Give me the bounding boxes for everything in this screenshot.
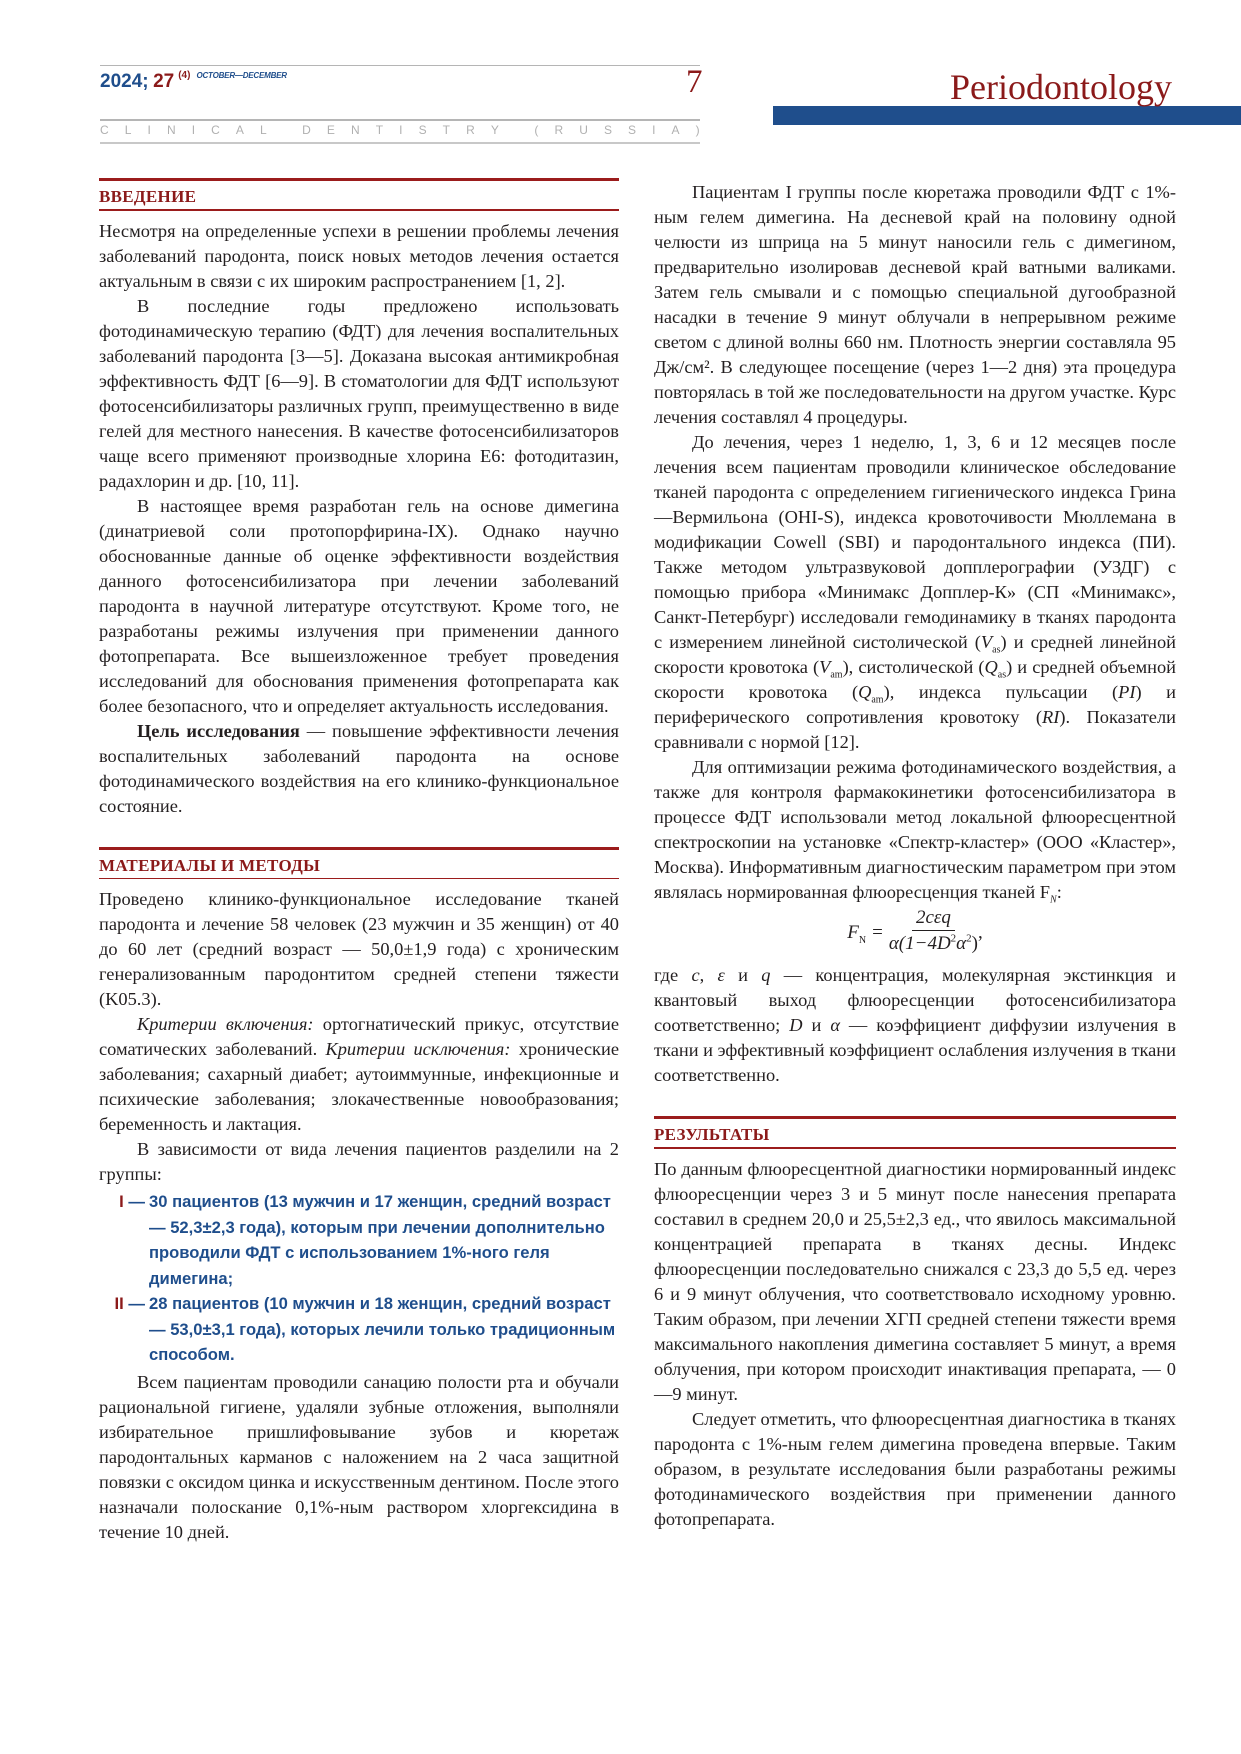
results-paragraph-2: Следует отметить, что флюоресцентная диагностика в тканях пародонта с 1%-ным гелем димегина проведена впервые. Таким образом, в результате исследования были разработаны режимы фотодинамического воздействия при применении данного фотопрепарата.	[654, 1408, 1176, 1529]
aim-text: — повышение эффективности лечения воспалительных заболеваний пародонта на основе фотодинамического воздействия на его клинико-функциональное состояние.	[99, 720, 619, 816]
journal-letter: (	[534, 123, 539, 137]
methods-paragraph-4: Всем пациентам проводили санацию полости рта и обучали рациональной гигиене, удаляли зубные отложения, выполняли избирательное пришлифовывание зубов и кюретаж пародонтальных карманов с наложением на 2 часа защитной повязки с оксидом цинка и искусственным дентином. После этого назначали полоскание 0,1%-ным раствором хлоргексидина в течение 10 дней.	[99, 1371, 619, 1542]
journal-letter: R	[466, 123, 475, 137]
journal-letter: L	[124, 123, 132, 137]
fluorescence-formula: $F_N$ = $\frac{\text{2cεq}}{\alpha(1-4D^2\alpha^2)}$ ,	[654, 907, 1176, 957]
group-number: I	[119, 1192, 124, 1211]
issue-volume: 27	[153, 71, 175, 92]
journal-letter: S	[418, 123, 427, 137]
header-rule-top	[100, 65, 700, 66]
header-rule-bottom	[100, 142, 700, 144]
patient-groups-list	[99, 1189, 619, 1368]
inclusion-label: Критерии включения:	[137, 1014, 314, 1034]
issue-number: (4)	[178, 70, 191, 81]
journal-letter: C	[100, 123, 109, 137]
group-description: 30 пациентов (13 мужчин и 17 женщин, средний возраст — 52,3±2,3 года), которым при лечении дополнительно проводили ФДТ с использованием 1%-ного геля димегина;	[149, 1192, 611, 1288]
journal-title	[100, 123, 700, 137]
issue-info	[100, 70, 287, 93]
intro-paragraph-2: В последние годы предложено использовать фотодинамическую терапию (ФДТ) для лечения воспалительных заболеваний пародонта [3—5]. Доказана высокая антимикробная эффективность ФДТ [6—9]. В стоматологии для ФДТ используют фотосенсибилизаторы различных групп, преимущественно в виде гелей для местного нанесения. В качестве фотосенсибилизаторов чаще всего применяют производные хлорина E6: фотодитазин, радахлорин и др. [10, 11].	[99, 295, 619, 491]
journal-letter: I	[147, 123, 151, 137]
journal-letter: N	[350, 123, 360, 137]
journal-letter: L	[259, 123, 267, 137]
aim-label: Цель исследования	[137, 720, 300, 741]
formula-numerator: 2cεq	[912, 907, 955, 931]
formula-denominator: $\alpha(1-4D^2\alpha^2)$	[888, 932, 978, 954]
journal-letter: A	[671, 123, 680, 137]
section-title: Periodontology	[950, 67, 1172, 107]
list-item: II — 28 пациентов (10 мужчин и 18 женщин, средний возраст — 53,0±3,1 года), которых лечили только традиционным способом.	[99, 1291, 619, 1368]
exclusion-text: хронические заболевания; сахарный диабет; аутоиммунные, инфекционные и психические заболевания; злокачественные новообразования; беременность и лактация.	[99, 1039, 619, 1134]
journal-letter: N	[166, 123, 176, 137]
journal-letter: A	[235, 123, 244, 137]
intro-paragraph-1: Несмотря на определенные успехи в решении проблемы лечения заболеваний пародонта, поиск новых методов лечения остается актуальным в связи с их широким распространением [1, 2].	[99, 220, 619, 291]
group-description: 28 пациентов (10 мужчин и 18 женщин, средний возраст — 53,0±3,1 года), которых лечили только традиционным способом.	[149, 1294, 616, 1364]
journal-letter: S	[603, 123, 612, 137]
journal-letter: I	[652, 123, 656, 137]
aim-paragraph	[99, 719, 619, 819]
section-heading-results	[654, 1116, 1176, 1149]
section-heading-methods	[99, 847, 619, 880]
header-rule-mid	[100, 119, 700, 121]
right-column	[654, 180, 1176, 1532]
heading-rule-bottom	[99, 209, 619, 211]
methods-paragraph-1: Проведено клинико-функциональное исследование тканей пародонта и лечение 58 человек (23 мужчин и 35 женщин) от 40 до 60 лет (средний возраст — 50,0±1,9 года) с хроническим генерализованным пародонтитом средней степени тяжести (K05.3).	[99, 889, 619, 1009]
journal-letter: T	[442, 123, 451, 137]
pdt-procedure-paragraph: Пациентам I группы после кюретажа проводили ФДТ с 1%-ным гелем димегина. На десневой край на половину одной челюсти из шприца на 5 минут наносили гель с димегином, предварительно изолировав десневой край ватными валиками. Затем гель смывали и с помощью специальной дугообразной насадки в течение 9 минут облучали в непрерывном режиме светом с длиной волны 660 нм. Плотность энергии составляла 95 Дж/см². В следующее посещение (через 1—2 дня) эта процедура повторялась в той же последовательности на другом участке. Курс лечения составлял 4 процедуры.	[654, 182, 1177, 427]
left-column	[99, 178, 619, 1545]
exclusion-label: Критерии исключения:	[325, 1039, 511, 1059]
journal-letter	[515, 123, 518, 137]
journal-letter: E	[326, 123, 335, 137]
journal-letter: U	[579, 123, 588, 137]
spectroscopy-paragraph: Для оптимизации режима фотодинамического воздействия, а также для контроля фармакокинетики фотосенсибилизатора в процессе ФДТ использовали метод локальной флюоресцентной спектроскопии на установке «Спектр-кластер» (ООО «Кластер», Москва). Информативным диагностическим параметром при этом являлась нормированная флюоресценция тканей $F_N$:	[654, 757, 1176, 906]
journal-letter: I	[191, 123, 196, 137]
journal-letter: S	[628, 123, 637, 137]
journal-letter: Y	[490, 123, 499, 137]
results-paragraph-1: По данным флюоресцентной диагностики нормированный индекс флюоресценции через 3 и 5 минут после нанесения препарата составил в среднем 20,0 и 25,5±2,3 ед., что явилось максимальной концентрацией препарата в тканях десны. Индекс флюоресценции последовательно снижался с 23,3 до 5,5 ед. через 6 и 9 минут облучения, что соответствовало исходному уровню. Таким образом, при лечении ХГП средней степени тяжести время максимального накопления димегина составляет 5 минут, а время облучения, при котором происходит инактивация препарата, — 0—9 минут.	[654, 1158, 1176, 1404]
group-number: II	[114, 1294, 124, 1313]
methods-paragraph-3: В зависимости от вида лечения пациентов разделили на 2 группы:	[99, 1139, 619, 1184]
heading-rule-bottom	[99, 878, 619, 880]
heading-text: ВВЕДЕНИЕ	[99, 187, 197, 206]
section-color-bar	[773, 106, 1241, 125]
journal-letter: I	[399, 123, 403, 137]
journal-letter: R	[554, 123, 564, 137]
section-heading-intro	[99, 178, 619, 211]
issue-period: OCTOBER—DECEMBER	[196, 71, 287, 80]
inclusion-text: ортогнатический прикус, отсутствие соматических заболеваний.	[99, 1014, 619, 1059]
journal-letter: )	[695, 123, 700, 137]
intro-paragraph-3: В настоящее время разработан гель на основе димегина (динатриевой соли протопорфирина-IX). Однако научно обоснованные данные об оценке эффективности воздействия данного фотосенсибилизатора при лечении заболеваний пародонта в научной литературе отсутствуют. Кроме того, не разработаны режимы излучения при применении данного фотопрепарата. Все вышеизложенное требует проведения исследований для обоснования применения фотопрепарата как более безопасного, что и определяет актуальность исследования.	[99, 495, 619, 716]
heading-text: МАТЕРИАЛЫ И МЕТОДЫ	[99, 855, 321, 875]
formula-explanation: где c, ε и q — концентрация, молекулярная экстинкция и квантовый выход флюоресценции фотосенсибилизатора соответственно; D и α — коэффициент диффузии излучения в ткани и эффективный коэффициент ослабления излучения в ткани соответственно.	[654, 965, 1177, 1085]
page-number: 7	[686, 64, 703, 100]
journal-letter	[283, 123, 286, 137]
journal-letter: D	[302, 123, 311, 137]
journal-letter: T	[375, 123, 384, 137]
criteria-paragraph	[99, 1012, 619, 1137]
list-item: I — 30 пациентов (13 мужчин и 17 женщин, средний возраст — 52,3±2,3 года), которым при лечении дополнительно проводили ФДТ с использованием 1%-ного геля димегина;	[99, 1189, 619, 1291]
journal-letter: C	[211, 123, 220, 137]
heading-text: РЕЗУЛЬТАТЫ	[654, 1125, 770, 1144]
heading-rule-bottom	[654, 1147, 1176, 1149]
examination-paragraph: До лечения, через 1 неделю, 1, 3, 6 и 12 месяцев после лечения всем пациентам проводили клиническое обследование тканей пародонта с определением гигиенического индекса Грина—Вермильона (OHI-S), индекса кровоточивости Мюллемана в модификации Cowell (SBI) и пародонтального индекса (ПИ). Также методом ультразвуковой допплерографии (УЗДГ) с помощью прибора «Минимакс Допплер-К» (СП «Минимакс», Санкт-Петербург) исследовали гемодинамику в тканях пародонта с измерением линейной систолической $(V_{as})$ и средней линейной скорости кровотока $(V_{am})$, систолической $(Q_{as})$ и средней объемной скорости кровотока $(Q_{am})$, индекса пульсации (PI) и периферического сопротивления кровотоку (RI). Показатели сравнивали с нормой [12].	[654, 432, 1177, 752]
issue-year: 2024;	[100, 71, 149, 92]
formula-fraction	[889, 907, 978, 957]
